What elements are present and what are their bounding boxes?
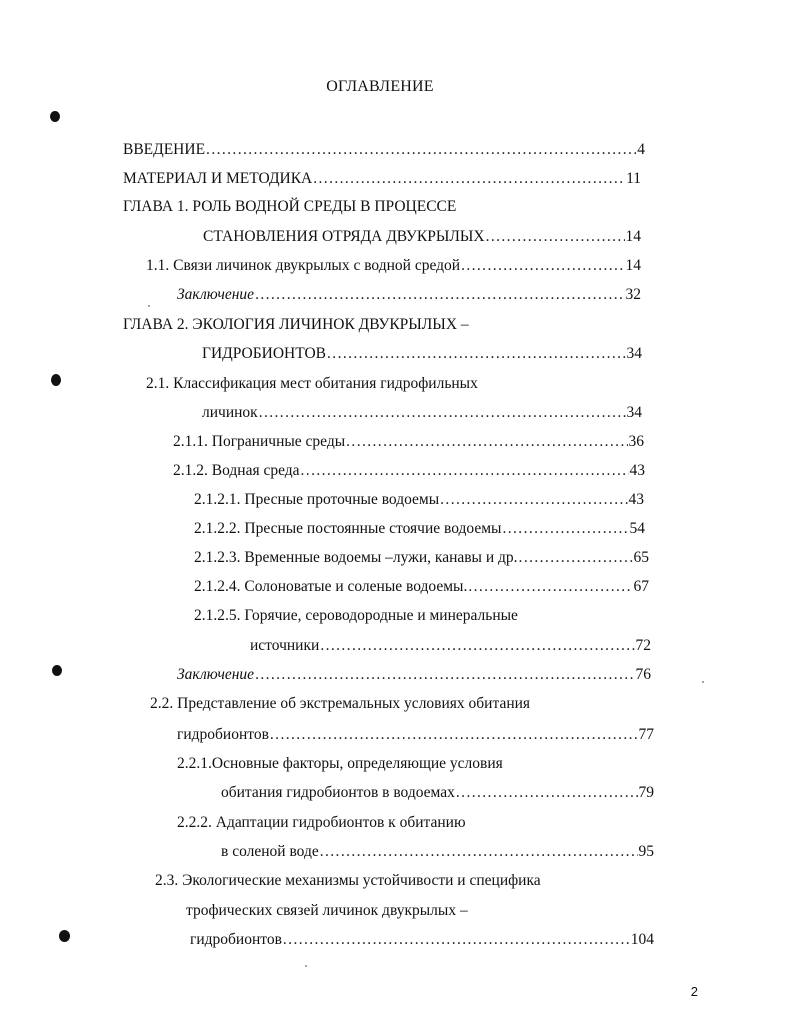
toc-page-number: 14 — [625, 228, 641, 245]
dot-leader — [468, 576, 632, 598]
dot-leader — [320, 635, 634, 657]
toc-label: источники — [250, 637, 320, 654]
toc-page-number: 14 — [625, 257, 641, 274]
toc-section-2-1-2-4[interactable] — [194, 576, 649, 598]
toc-label: ГИДРОБИОНТОВ — [202, 345, 327, 362]
toc-section-2-2-1-line1[interactable]: 2.2.1.Основные факторы, определяющие условия — [177, 755, 503, 772]
dot-leader — [283, 929, 630, 951]
toc-page-number: 77 — [638, 726, 654, 743]
toc-section-2-3-line1[interactable]: 2.3. Экологические механизмы устойчивости и специфика — [155, 872, 541, 889]
toc-chapter-1-line1[interactable]: ГЛАВА 1. РОЛЬ ВОДНОЙ СРЕДЫ В ПРОЦЕССЕ — [123, 198, 457, 215]
toc-section-2-2-2-line1[interactable]: 2.2.2. Адаптации гидробионтов к обитанию — [177, 814, 466, 831]
toc-page-number: 72 — [635, 637, 651, 654]
toc-section-2-1-2[interactable] — [173, 460, 645, 482]
toc-label: 2.1.2.1. Пресные проточные водоемы — [194, 491, 440, 508]
dot-leader — [456, 782, 638, 804]
dot-leader — [346, 431, 627, 453]
dot-leader — [301, 460, 629, 482]
toc-label: ВВЕДЕНИЕ — [123, 141, 206, 158]
toc-section-2-2-1[interactable] — [221, 782, 654, 804]
toc-page-number: 54 — [629, 520, 645, 537]
dot-leader — [327, 343, 625, 365]
dot-leader — [255, 664, 634, 686]
toc-section-2-1-2-1[interactable] — [194, 489, 644, 511]
toc-section-2-1-2-3[interactable] — [194, 547, 649, 569]
toc-section-2-2-line1[interactable]: 2.2. Представление об экстремальных условиях обитания — [150, 695, 531, 712]
dot-leader — [320, 841, 638, 863]
toc-section-2-1-2-2[interactable] — [194, 518, 645, 540]
toc-label: Заключение — [177, 286, 255, 303]
toc-page-number: 36 — [628, 433, 644, 450]
toc-page-number: 11 — [626, 170, 641, 187]
dot-leader — [486, 226, 625, 248]
toc-page-number: 76 — [635, 666, 651, 683]
toc-label: гидробионтов — [190, 931, 282, 948]
toc-ch2-conclusion[interactable] — [177, 664, 651, 686]
dot-leader — [259, 402, 626, 424]
toc-page-number: 43 — [629, 462, 645, 479]
page-title: ОГЛАВЛЕНИЕ — [326, 78, 434, 95]
toc-label: МАТЕРИАЛ И МЕТОДИКА — [123, 170, 313, 187]
punch-hole-mark — [59, 930, 70, 942]
toc-section-2-1[interactable] — [202, 402, 642, 424]
dot-leader — [206, 139, 636, 161]
toc-label: в соленой воде — [221, 843, 319, 860]
toc-chapter-2-line1[interactable]: ГЛАВА 2. ЭКОЛОГИЯ ЛИЧИНОК ДВУКРЫЛЫХ – — [123, 316, 469, 333]
dot-leader — [440, 489, 627, 511]
toc-section-1-1[interactable] — [146, 255, 641, 277]
toc-entry-methods[interactable] — [123, 168, 641, 190]
punch-hole-mark — [52, 665, 62, 676]
toc-page-number: 95 — [638, 843, 654, 860]
toc-page-number: 43 — [628, 491, 644, 508]
toc-page-number: 34 — [626, 345, 642, 362]
dot-leader — [270, 724, 638, 746]
toc-section-2-3-line2[interactable]: трофических связей личинок двукрылых – — [186, 902, 468, 919]
toc-label: гидробионтов — [177, 726, 269, 743]
dot-leader — [313, 168, 625, 190]
page-number: 2 — [690, 984, 698, 999]
toc-label: 2.1.2.2. Пресные постоянные стоячие водоемы — [194, 520, 502, 537]
toc-page-number: 34 — [626, 404, 642, 421]
punch-hole-mark — [51, 374, 61, 386]
toc-section-2-1-2-5[interactable] — [250, 635, 651, 657]
toc-ch1-conclusion[interactable] — [177, 284, 641, 306]
toc-page-number: 4 — [637, 141, 645, 158]
toc-section-2-1-1[interactable] — [173, 431, 644, 453]
toc-label: 2.1.1. Пограничные среды — [173, 433, 346, 450]
toc-label: 2.1.2. Водная среда — [173, 462, 300, 479]
dot-leader — [502, 518, 628, 540]
toc-chapter-2[interactable] — [202, 343, 642, 365]
toc-entry-intro[interactable] — [123, 139, 645, 161]
toc-page-number: 32 — [625, 286, 641, 303]
toc-page-number: 65 — [633, 549, 649, 566]
toc-label: обитания гидробионтов в водоемах — [221, 784, 455, 801]
toc-label: Заключение — [177, 666, 255, 683]
toc-label: 1.1. Связи личинок двукрылых с водной средой — [146, 257, 461, 274]
toc-section-2-2[interactable] — [177, 724, 654, 746]
toc-section-2-3[interactable] — [190, 929, 654, 951]
dot-leader — [519, 547, 633, 569]
toc-label: 2.1.2.3. Временные водоемы –лужи, канавы и др. — [194, 549, 518, 566]
toc-section-2-1-2-5-line1[interactable]: 2.1.2.5. Горячие, сероводородные и минеральные — [194, 607, 518, 624]
dot-leader — [255, 284, 624, 306]
toc-page-number: 67 — [633, 578, 649, 595]
toc-label: 2.1.2.4. Солоноватые и соленые водоемы. — [194, 578, 468, 595]
toc-page-number: 79 — [638, 784, 654, 801]
toc-section-2-2-2[interactable] — [221, 841, 654, 863]
toc-label: СТАНОВЛЕНИЯ ОТРЯДА ДВУКРЫЛЫХ — [203, 228, 485, 245]
toc-page-number: 104 — [630, 931, 654, 948]
toc-section-2-1-line1[interactable]: 2.1. Классификация мест обитания гидрофильных — [146, 375, 478, 392]
toc-chapter-1[interactable] — [203, 226, 641, 248]
dot-leader — [461, 255, 624, 277]
scan-speck — [702, 681, 704, 683]
punch-hole-mark — [50, 111, 60, 122]
toc-label: личинок — [202, 404, 258, 421]
scan-speck — [148, 305, 150, 307]
scan-speck — [305, 965, 307, 967]
